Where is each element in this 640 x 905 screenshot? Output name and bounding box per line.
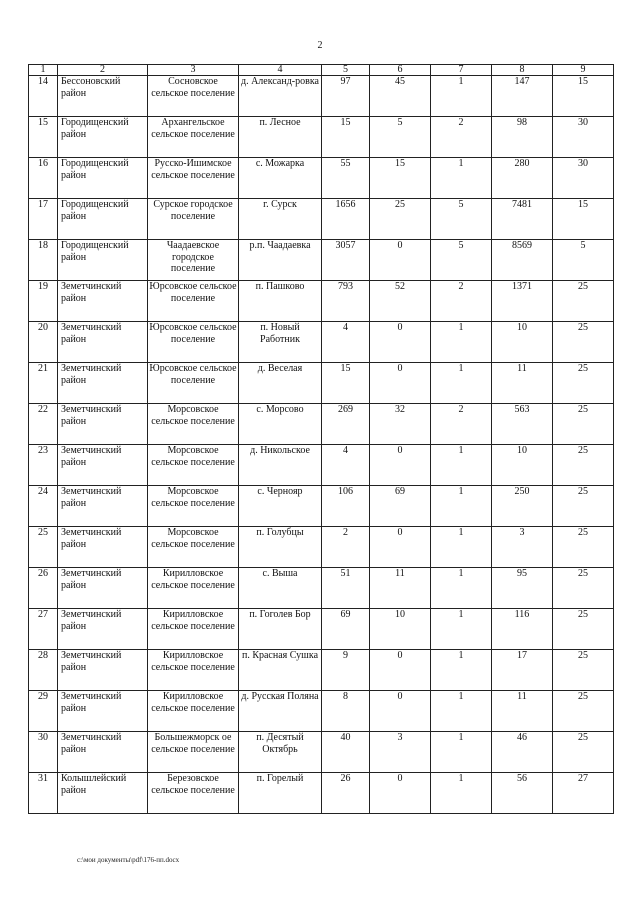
locality-cell: п. Гоголев Бор (239, 609, 322, 650)
value-6-cell: 32 (370, 404, 431, 445)
table-row (29, 732, 614, 773)
value-7-cell: 2 (431, 281, 492, 322)
value-7-cell: 1 (431, 650, 492, 691)
value-7-cell: 5 (431, 199, 492, 240)
table-row (29, 117, 614, 158)
table-row (29, 568, 614, 609)
settlement-cell: Кирилловское сельское поселение (148, 609, 239, 650)
value-7-cell: 1 (431, 322, 492, 363)
value-7-cell: 2 (431, 117, 492, 158)
value-9-cell: 15 (553, 199, 614, 240)
value-6-cell: 15 (370, 158, 431, 199)
value-6-cell: 0 (370, 240, 431, 281)
file-path-footer: c:\мои документы\pdf\176-пп.docx (77, 856, 180, 864)
table-row (29, 650, 614, 691)
table-row (29, 240, 614, 281)
value-7-cell: 5 (431, 240, 492, 281)
value-7-cell: 1 (431, 691, 492, 732)
settlement-cell: Юрсовское сельское поселение (148, 322, 239, 363)
data-table (28, 64, 614, 814)
locality-cell: д. Веселая (239, 363, 322, 404)
value-6-cell: 0 (370, 445, 431, 486)
table-row (29, 527, 614, 568)
value-5-cell: 793 (322, 281, 370, 322)
value-5-cell: 15 (322, 363, 370, 404)
value-9-cell: 25 (553, 445, 614, 486)
table-row (29, 322, 614, 363)
row-number-cell: 20 (29, 322, 58, 363)
table-row (29, 363, 614, 404)
row-number-cell: 27 (29, 609, 58, 650)
district-cell: Земетчинский район (58, 281, 148, 322)
table-row (29, 199, 614, 240)
column-header: 6 (370, 65, 431, 76)
value-5-cell: 2 (322, 527, 370, 568)
locality-cell: с. Чернояр (239, 486, 322, 527)
value-6-cell: 0 (370, 773, 431, 814)
row-number-cell: 24 (29, 486, 58, 527)
settlement-cell: Юрсовское сельское поселение (148, 281, 239, 322)
locality-cell: д. Никольское (239, 445, 322, 486)
locality-cell: с. Можарка (239, 158, 322, 199)
row-number-cell: 22 (29, 404, 58, 445)
value-8-cell: 1371 (492, 281, 553, 322)
district-cell: Земетчинский район (58, 486, 148, 527)
column-header: 7 (431, 65, 492, 76)
locality-cell: п. Лесное (239, 117, 322, 158)
settlement-cell: Сосновское сельское поселение (148, 76, 239, 117)
value-9-cell: 25 (553, 486, 614, 527)
district-cell: Колышлейский район (58, 773, 148, 814)
row-number-cell: 30 (29, 732, 58, 773)
settlement-cell: Морсовское сельское поселение (148, 404, 239, 445)
settlement-cell: Большежморск ое сельское поселение (148, 732, 239, 773)
value-6-cell: 3 (370, 732, 431, 773)
value-9-cell: 27 (553, 773, 614, 814)
locality-cell: д. Русская Поляна (239, 691, 322, 732)
table-row (29, 609, 614, 650)
value-5-cell: 1656 (322, 199, 370, 240)
settlement-cell: Кирилловское сельское поселение (148, 691, 239, 732)
settlement-cell: Морсовское сельское поселение (148, 486, 239, 527)
row-number-cell: 23 (29, 445, 58, 486)
row-number-cell: 21 (29, 363, 58, 404)
value-9-cell: 30 (553, 158, 614, 199)
page-number: 2 (317, 40, 323, 51)
district-cell: Земетчинский район (58, 404, 148, 445)
value-5-cell: 9 (322, 650, 370, 691)
district-cell: Земетчинский район (58, 527, 148, 568)
value-6-cell: 0 (370, 691, 431, 732)
district-cell: Земетчинский район (58, 322, 148, 363)
locality-cell: п. Горелый (239, 773, 322, 814)
row-number-cell: 18 (29, 240, 58, 281)
district-cell: Земетчинский район (58, 732, 148, 773)
value-8-cell: 10 (492, 445, 553, 486)
row-number-cell: 14 (29, 76, 58, 117)
settlement-cell: Архангельское сельское поселение (148, 117, 239, 158)
table-row (29, 76, 614, 117)
value-7-cell: 1 (431, 363, 492, 404)
locality-cell: п. Новый Работник (239, 322, 322, 363)
value-8-cell: 8569 (492, 240, 553, 281)
value-8-cell: 17 (492, 650, 553, 691)
value-5-cell: 69 (322, 609, 370, 650)
district-cell: Земетчинский район (58, 568, 148, 609)
value-8-cell: 46 (492, 732, 553, 773)
value-5-cell: 97 (322, 76, 370, 117)
value-9-cell: 25 (553, 691, 614, 732)
settlement-cell: Березовское сельское поселение (148, 773, 239, 814)
value-7-cell: 1 (431, 76, 492, 117)
row-number-cell: 16 (29, 158, 58, 199)
table-row (29, 773, 614, 814)
table-row (29, 158, 614, 199)
column-header: 2 (58, 65, 148, 76)
value-7-cell: 1 (431, 568, 492, 609)
district-cell: Земетчинский район (58, 691, 148, 732)
settlement-cell: Морсовское сельское поселение (148, 445, 239, 486)
value-6-cell: 5 (370, 117, 431, 158)
value-8-cell: 280 (492, 158, 553, 199)
locality-cell: р.п. Чаадаевка (239, 240, 322, 281)
district-cell: Земетчинский район (58, 650, 148, 691)
settlement-cell: Кирилловское сельское поселение (148, 650, 239, 691)
value-8-cell: 3 (492, 527, 553, 568)
district-cell: Земетчинский район (58, 609, 148, 650)
value-8-cell: 563 (492, 404, 553, 445)
value-8-cell: 56 (492, 773, 553, 814)
value-7-cell: 1 (431, 158, 492, 199)
value-7-cell: 1 (431, 773, 492, 814)
value-7-cell: 1 (431, 445, 492, 486)
row-number-cell: 31 (29, 773, 58, 814)
value-7-cell: 2 (431, 404, 492, 445)
value-9-cell: 25 (553, 404, 614, 445)
value-8-cell: 95 (492, 568, 553, 609)
locality-cell: п. Голубцы (239, 527, 322, 568)
table-row (29, 404, 614, 445)
value-7-cell: 1 (431, 732, 492, 773)
value-6-cell: 11 (370, 568, 431, 609)
district-cell: Городищенский район (58, 199, 148, 240)
value-8-cell: 10 (492, 322, 553, 363)
column-header: 8 (492, 65, 553, 76)
value-9-cell: 25 (553, 527, 614, 568)
value-9-cell: 25 (553, 650, 614, 691)
district-cell: Городищенский район (58, 117, 148, 158)
value-8-cell: 7481 (492, 199, 553, 240)
row-number-cell: 19 (29, 281, 58, 322)
district-cell: Бессоновский район (58, 76, 148, 117)
settlement-cell: Сурское городское поселение (148, 199, 239, 240)
settlement-cell: Русско-Ишимское сельское поселение (148, 158, 239, 199)
value-6-cell: 0 (370, 322, 431, 363)
value-6-cell: 52 (370, 281, 431, 322)
value-5-cell: 3057 (322, 240, 370, 281)
district-cell: Земетчинский район (58, 363, 148, 404)
value-8-cell: 116 (492, 609, 553, 650)
value-8-cell: 98 (492, 117, 553, 158)
value-9-cell: 30 (553, 117, 614, 158)
value-6-cell: 10 (370, 609, 431, 650)
settlement-cell: Морсовское сельское поселение (148, 527, 239, 568)
value-5-cell: 26 (322, 773, 370, 814)
table-body (29, 76, 614, 814)
value-6-cell: 69 (370, 486, 431, 527)
settlement-cell: Кирилловское сельское поселение (148, 568, 239, 609)
row-number-cell: 17 (29, 199, 58, 240)
value-5-cell: 4 (322, 322, 370, 363)
value-9-cell: 25 (553, 322, 614, 363)
column-header: 1 (29, 65, 58, 76)
column-header: 5 (322, 65, 370, 76)
value-6-cell: 0 (370, 363, 431, 404)
locality-cell: с. Морсово (239, 404, 322, 445)
locality-cell: п. Красная Сушка (239, 650, 322, 691)
value-9-cell: 25 (553, 281, 614, 322)
value-7-cell: 1 (431, 486, 492, 527)
value-7-cell: 1 (431, 609, 492, 650)
value-5-cell: 15 (322, 117, 370, 158)
row-number-cell: 28 (29, 650, 58, 691)
table-row (29, 445, 614, 486)
table-row (29, 691, 614, 732)
value-6-cell: 0 (370, 527, 431, 568)
column-header: 4 (239, 65, 322, 76)
value-5-cell: 4 (322, 445, 370, 486)
value-9-cell: 5 (553, 240, 614, 281)
value-9-cell: 25 (553, 363, 614, 404)
table-row (29, 486, 614, 527)
value-7-cell: 1 (431, 527, 492, 568)
row-number-cell: 26 (29, 568, 58, 609)
locality-cell: п. Пашково (239, 281, 322, 322)
locality-cell: п. Десятый Октябрь (239, 732, 322, 773)
value-5-cell: 51 (322, 568, 370, 609)
table-row (29, 281, 614, 322)
column-header: 9 (553, 65, 614, 76)
value-8-cell: 11 (492, 691, 553, 732)
district-cell: Городищенский район (58, 158, 148, 199)
value-9-cell: 25 (553, 568, 614, 609)
value-6-cell: 45 (370, 76, 431, 117)
district-cell: Земетчинский район (58, 445, 148, 486)
value-5-cell: 8 (322, 691, 370, 732)
value-5-cell: 40 (322, 732, 370, 773)
value-6-cell: 25 (370, 199, 431, 240)
value-5-cell: 106 (322, 486, 370, 527)
value-5-cell: 55 (322, 158, 370, 199)
settlement-cell: Юрсовское сельское поселение (148, 363, 239, 404)
locality-cell: с. Выша (239, 568, 322, 609)
header-row (29, 65, 614, 76)
value-8-cell: 11 (492, 363, 553, 404)
locality-cell: д. Александ-ровка (239, 76, 322, 117)
value-6-cell: 0 (370, 650, 431, 691)
value-9-cell: 25 (553, 609, 614, 650)
value-9-cell: 25 (553, 732, 614, 773)
row-number-cell: 29 (29, 691, 58, 732)
column-header: 3 (148, 65, 239, 76)
settlement-cell: Чаадаевское городское поселение (148, 240, 239, 281)
district-cell: Городищенский район (58, 240, 148, 281)
value-8-cell: 250 (492, 486, 553, 527)
value-8-cell: 147 (492, 76, 553, 117)
value-9-cell: 15 (553, 76, 614, 117)
locality-cell: г. Сурск (239, 199, 322, 240)
row-number-cell: 15 (29, 117, 58, 158)
row-number-cell: 25 (29, 527, 58, 568)
value-5-cell: 269 (322, 404, 370, 445)
